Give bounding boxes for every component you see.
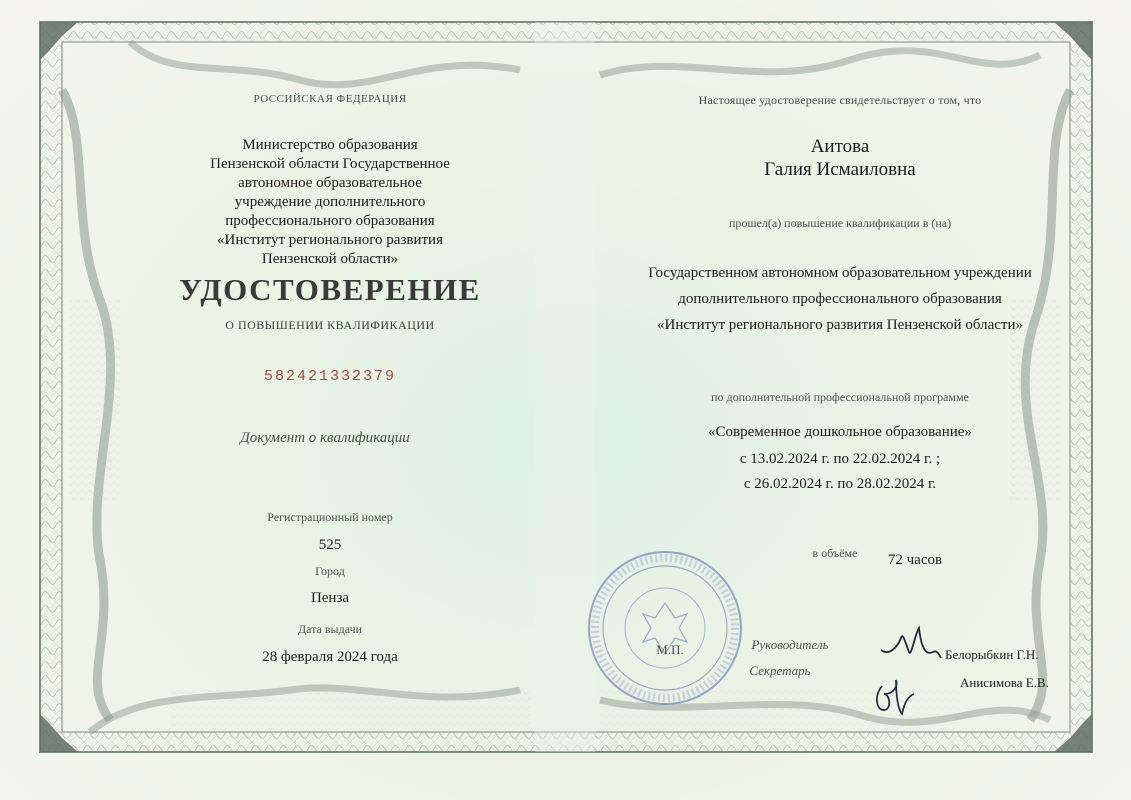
volume-label: в объёме — [812, 546, 858, 560]
issuer-block — [185, 136, 475, 269]
country-label: РОССИЙСКАЯ ФЕДЕРАЦИЯ — [253, 93, 407, 105]
registration-label: Регистрационный номер — [267, 510, 393, 524]
institution-line: дополнительного профессионального образования — [678, 291, 1002, 307]
institution-line: Государственном автономном образовательном учреждении — [648, 265, 1032, 281]
institution-line: «Институт регионального развития Пензенской области» — [657, 317, 1023, 333]
document-type: Документ о квалификации — [240, 430, 410, 446]
volume-value: 72 часов — [887, 552, 943, 568]
issuer-line: автономное образовательное — [238, 175, 422, 191]
period-2: с 26.02.2024 г. по 28.02.2024 г. — [743, 476, 937, 492]
head-label: Руководитель — [751, 637, 829, 652]
secretary-name: Анисимова Е.В. — [960, 675, 1049, 690]
head-signature — [875, 622, 945, 668]
institution-block — [620, 260, 1060, 338]
issue-date: 28 февраля 2024 года — [262, 649, 398, 665]
period-1: с 13.02.2024 г. по 22.02.2024 г. ; — [739, 451, 941, 467]
city-label: Город — [315, 564, 345, 578]
given-names: Галия Исмаиловна — [764, 159, 916, 180]
surname: Аитова — [810, 136, 870, 157]
issue-date-label: Дата выдачи — [297, 622, 363, 636]
issuer-line: профессионального образования — [225, 213, 435, 229]
program-name: «Современное дошкольное образование» — [708, 424, 972, 440]
document-title: УДОСТОВЕРЕНИЕ — [179, 272, 481, 307]
document-subtitle: О ПОВЫШЕНИИ КВАЛИФИКАЦИИ — [225, 318, 435, 332]
issuer-line: Пензенской области Государственное — [210, 156, 450, 172]
issuer-line: «Институт регионального развития — [217, 232, 443, 248]
issuer-line: учреждение дополнительного — [234, 194, 426, 210]
passed-label: прошел(а) повышение квалификации в (на) — [728, 216, 952, 230]
head-name: Белорыбкин Г.Н. — [945, 647, 1039, 662]
program-label: по дополнительной профессиональной программе — [711, 390, 969, 404]
official-stamp — [585, 548, 745, 708]
secretary-signature — [870, 676, 918, 720]
serial-number: 582421332379 — [263, 368, 397, 385]
secretary-label: Секретарь — [749, 663, 811, 678]
city-value: Пенза — [310, 590, 350, 606]
issuer-line: Пензенской области» — [261, 251, 399, 267]
issuer-line: Министерство образования — [242, 137, 418, 153]
seal-place-label: М.П. — [656, 642, 684, 657]
registration-number: 525 — [318, 537, 342, 553]
intro-text: Настоящее удостоверение свидетельствует о том, что — [698, 93, 982, 107]
